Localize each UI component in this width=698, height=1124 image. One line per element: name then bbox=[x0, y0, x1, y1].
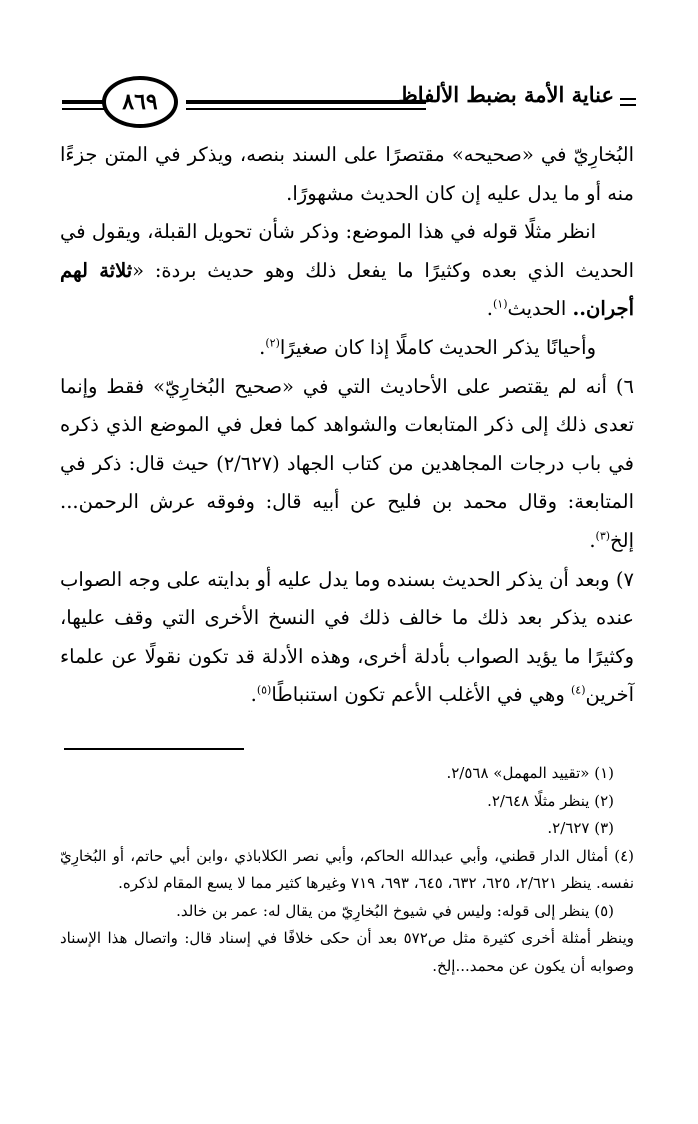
footnotes bbox=[60, 760, 634, 980]
header-rule bbox=[186, 100, 426, 104]
paragraph: ٦) أنه لم يقتصر على الأحاديث التي في «صحيح البُخارِيّ» فقط وإنما تعدى ذلك إلى ذكر المتابعات والشواهد كما فعل في الموضع الذي ذكره في باب درجات المجاهدين من كتاب الجهاد (٢/٦٢٧) حيث قال: ذكر في المتابعة: وقال محمد بن فليح عن أبيه قال: وفوقه عرش الرحمن... إلخ$^{(٣)}$. bbox=[60, 374, 634, 552]
footnote-ref: (٢) bbox=[265, 336, 280, 350]
header-rule bbox=[186, 108, 426, 110]
paragraph: انظر مثلًا قوله في هذا الموضع: وذكر شأن تحويل القبلة، ويقول في الحديث الذي بعده وكثيرًا ما يفعل ذلك وهو حديث بردة: «ثلاثة لهم أجران.. الحديث$^{(١)}$. bbox=[60, 220, 635, 321]
footnote: (١) «تقييد المهمل» ٢/٥٦٨. bbox=[446, 764, 614, 782]
bold-quote: ثلاثة لهم أجران.. bbox=[60, 258, 634, 321]
paragraph: البُخارِيّ في «صحيحه» مقتصرًا على السند بنصه، ويذكر في المتن جزءًا منه أو ما يدل عليه إن كان الحديث مشهورًا. bbox=[60, 143, 634, 205]
footnote-ref: (١) bbox=[492, 297, 508, 311]
footnote-ref: (٣) bbox=[595, 529, 611, 543]
header-tick bbox=[620, 98, 636, 100]
page-header bbox=[62, 74, 636, 130]
footnote: (٥) ينظر إلى قوله: وليس في شيوخ البُخارِيّ من يقال له: عمر بن خالد. bbox=[176, 901, 614, 920]
paragraph: ٧) وبعد أن يذكر الحديث بسنده وما يدل عليه أو بدايته على وجه الصواب عنده يذكر بعد ذلك ما خالف ذلك في النسخ الأخرى التي وقف عليها، وكثيرًا ما يؤيد الصواب بأدلة أخرى، وهذه الأدلة قد تكون نقولًا عن علماء آخرين$^{(٤)}$ وهي في الأغلب الأعم تكون استنباطًا$^{(٥)}$. bbox=[60, 567, 634, 707]
page-number: ٨٦٩ bbox=[102, 76, 178, 128]
footnote-ref: (٥) bbox=[256, 683, 272, 697]
footnote: (٤) أمثال الدار قطني، وأبي عبدالله الحاكم، وأبي نصر الكلاباذي ،وابن أبي حاتم، أو البُخارِيّ نفسه. ينظر ٢/٦٢١، ٦٢٥، ٦٣٢، ٦٤٥، ٦٩٣، ٧١٩ وغيرها كثير مما لا يسع المقام لذكره. bbox=[60, 846, 634, 892]
main-text bbox=[60, 136, 634, 715]
footnote-ref: (٤) bbox=[570, 683, 586, 697]
footnote-separator bbox=[64, 748, 244, 750]
footnote: (٣) ٢/٦٢٧. bbox=[547, 819, 614, 837]
paragraph: وأحيانًا يذكر الحديث كاملًا إذا كان صغيرًا$^{(٢)}$. bbox=[259, 335, 596, 359]
footnote-continuation: وينظر أمثلة أخرى كثيرة مثل ص٥٧٢ بعد أن حكى خلافًا في إسناد قال: واتصال هذا الإسناد وصوابه أن يكون عن محمد...إلخ. bbox=[60, 929, 634, 975]
footnote: (٢) ينظر مثلًا ٢/٦٤٨. bbox=[487, 791, 614, 810]
running-title: عناية الأمة بضبط الألفاظ bbox=[398, 82, 614, 107]
header-tick bbox=[620, 104, 636, 106]
